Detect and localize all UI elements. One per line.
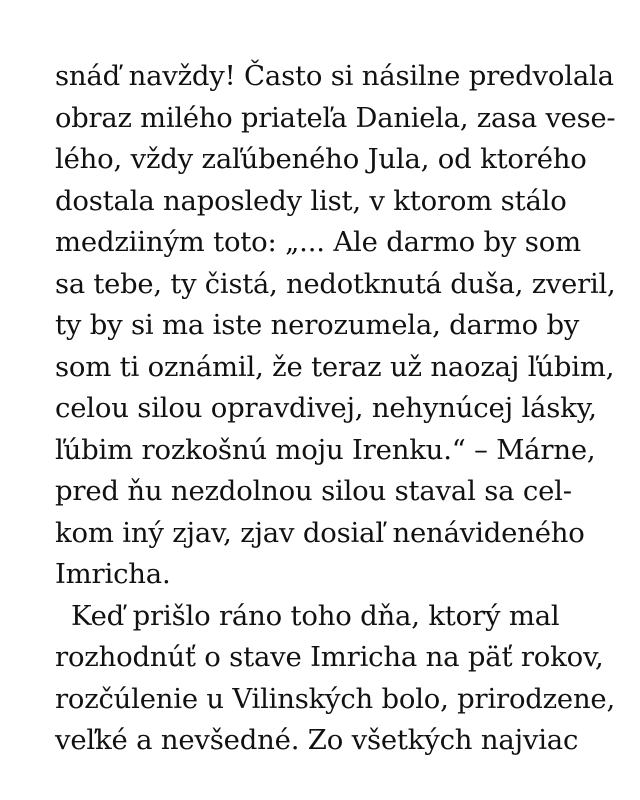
paragraph-start-line: Keď prišlo ráno toho dňa, ktorý mal: [71, 599, 560, 632]
text-line: rozčúlenie u Vilinských bolo, prirodzene,: [55, 682, 616, 715]
text-line: medziiným toto: „... Ale darmo by som: [55, 226, 581, 258]
text-line: lého, vždy zaľúbeného Jula, od ktorého: [55, 143, 587, 175]
text-line: som ti oznámil, že teraz už naozaj ľúbim,: [55, 350, 615, 383]
text-line: sa tebe, ty čistá, nedotknutá duša, zveril,: [55, 267, 616, 300]
text-line: ľúbim rozkošnú moju Irenku.“ – Márne,: [55, 433, 596, 466]
text-line: pred ňu nezdolnou silou staval sa cel-: [55, 475, 572, 507]
text-line: dostala naposledy list, v ktorom stálo: [55, 184, 567, 217]
text-line: ty by si ma iste nerozumela, darmo by: [55, 309, 580, 341]
text-line: snáď navždy! Často si násilne predvolala: [55, 60, 614, 92]
body-text: [55, 56, 616, 762]
text-line: kom iný zjav, zjav dosiaľ nenávideného: [55, 516, 585, 549]
text-line: veľké a nevšedné. Zo všetkých najviac: [55, 724, 579, 756]
text-line: rozhodnúť o stave Imricha na päť rokov,: [55, 641, 604, 673]
text-line: obraz milého priateľa Daniela, zasa vese-: [55, 101, 616, 134]
text-line: Imricha.: [55, 558, 171, 590]
text-line: celou silou opravdivej, nehynúcej lásky,: [55, 392, 597, 424]
